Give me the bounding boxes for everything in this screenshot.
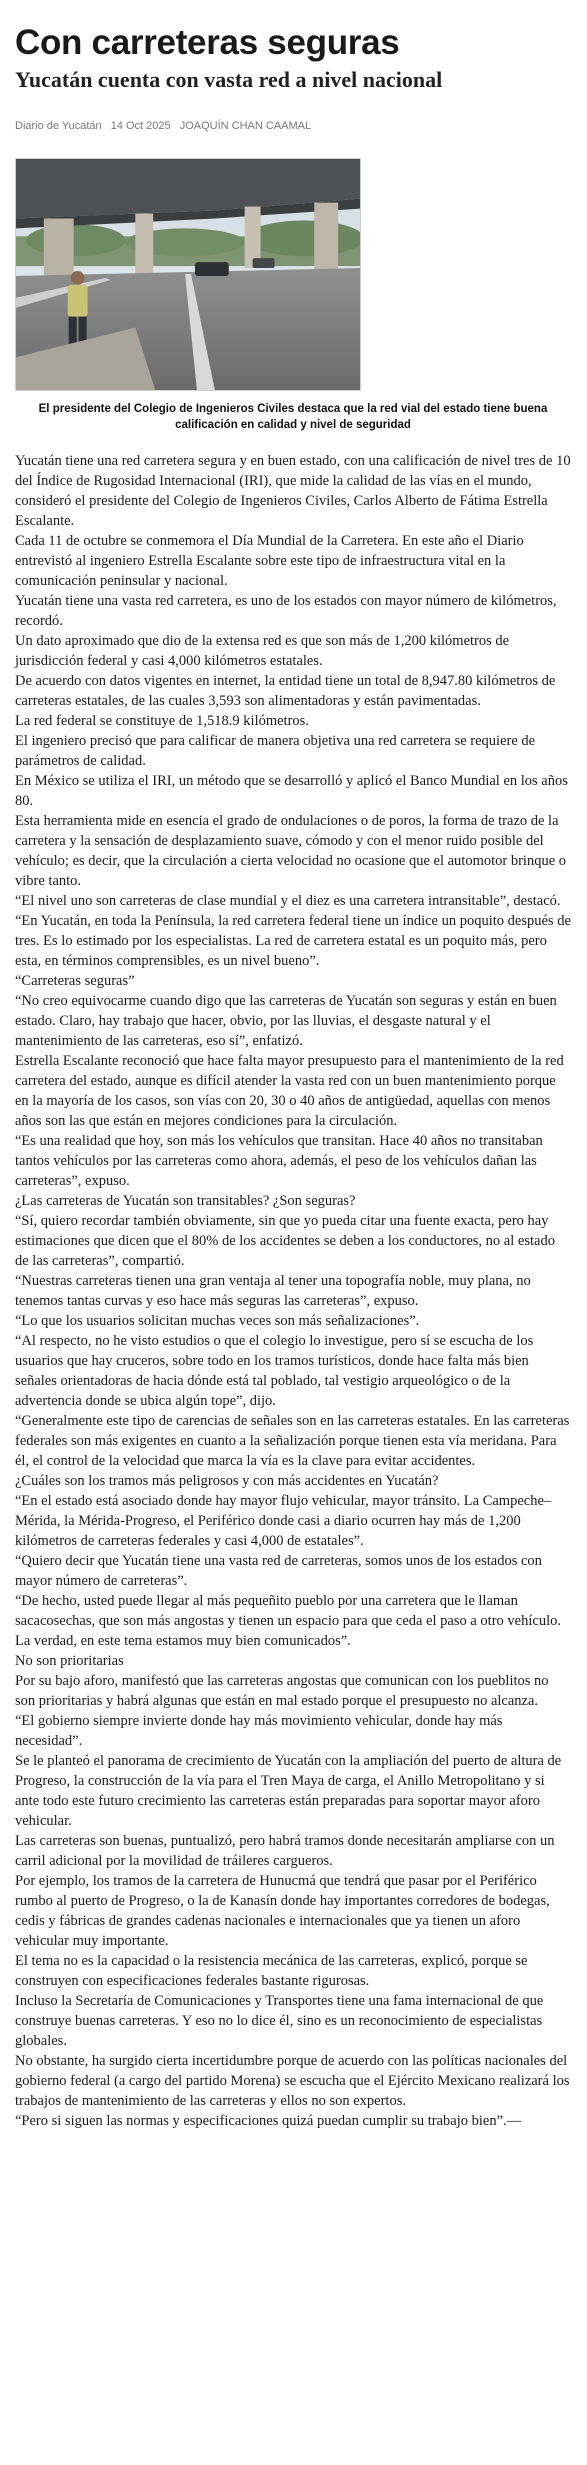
paragraph: “El nivel uno son carreteras de clase mundial y el diez es una carretera intransitable”, destacó. <box>15 893 561 909</box>
paragraph: No son prioritarias <box>15 1653 124 1669</box>
article-meta <box>15 120 571 134</box>
paragraph: “Es una realidad que hoy, son más los vehículos que transitan. Hace 40 años no transitaban tantos vehículos por las carreteras como ahora, además, el peso de los vehículos dañan las carreteras”, expuso. <box>15 1133 543 1189</box>
paragraph: Estrella Escalante reconoció que hace falta mayor presupuesto para el mantenimiento de la red carretera del estado, aunque es difícil atender la vasta red con un buen mantenimiento porque en la mayoría de los casos, son vías con 20, 30 o 40 años de antigüedad, aquellas con menos años son las que están en mejores condiciones para la circulación. <box>15 1053 564 1129</box>
subheadline: Yucatán cuenta con vasta red a nivel nacional <box>15 67 443 92</box>
paragraph: “De hecho, usted puede llegar al más pequeñito pueblo por una carretera que le llaman sacacosechas, que son más angostas y tienen un espacio para que ceda el paso a otro vehículo. La verdad, en este tema estamos muy bien comunicados”. <box>15 1593 561 1649</box>
paragraph: No obstante, ha surgido cierta incertidumbre porque de acuerdo con las políticas nacionales del gobierno federal (a cargo del partido Morena) se escucha que el Ejército Mexicano realizará los trabajos de mantenimiento de las carreteras y ellos no son expertos. <box>15 2053 570 2109</box>
paragraph: El ingeniero precisó que para calificar de manera objetiva una red carretera se requiere de parámetros de calidad. <box>15 733 536 769</box>
paragraph: En México se utiliza el IRI, un método que se desarrolló y aplicó el Banco Mundial en los años 80. <box>15 773 568 809</box>
paragraph: ¿Las carreteras de Yucatán son transitables? ¿Son seguras? <box>15 1193 356 1209</box>
source-name: Diario de Yucatán <box>15 120 102 132</box>
paragraph: Yucatán tiene una vasta red carretera, es uno de los estados con mayor número de kilómetros, recordó. <box>15 593 557 629</box>
paragraph: ¿Cuáles son los tramos más peligrosos y con más accidentes en Yucatán? <box>15 1473 439 1489</box>
paragraph: Se le planteó el panorama de crecimiento de Yucatán con la ampliación del puerto de altura de Progreso, la construcción de la vía para el Tren Maya de carga, el Anillo Metropolitano y si ante todo este futuro crecimiento las carreteras están preparadas para soportar mayor aforo vehicular. <box>15 1753 562 1829</box>
paragraph: La red federal se constituye de 1,518.9 kilómetros. <box>15 713 309 729</box>
paragraph: “Quiero decir que Yucatán tiene una vasta red de carreteras, somos unos de los estados con mayor número de carreteras”. <box>15 1553 542 1589</box>
author-name: JOAQUÍN CHAN CAAMAL <box>179 120 312 132</box>
photo-caption: El presidente del Colegio de Ingenieros Civiles destaca que la red vial del estado tiene buena calificación en calidad y nivel de seguridad <box>38 403 548 431</box>
paragraph: Por su bajo aforo, manifestó que las carreteras angostas que comunican con los pueblitos no son prioritarias y habrá algunas que están en mal estado porque el presupuesto no alcanza. <box>15 1673 549 1709</box>
paragraph: “Lo que los usuarios solicitan muchas veces son más señalizaciones”. <box>15 1313 420 1329</box>
article-body <box>15 451 571 2131</box>
paragraph: “En Yucatán, en toda la Península, la red carretera federal tiene un índice un poquito después de tres. Es lo estimado por los especialistas. La red de carretera estatal es un poquito más, pero esta, en términos comprensibles, es un nivel bueno”. <box>15 913 571 969</box>
paragraph: “Pero si siguen las normas y especificaciones quizá puedan cumplir su trabajo bien”.— <box>15 2113 522 2129</box>
paragraph: Incluso la Secretaría de Comunicaciones y Transportes tiene una fama internacional de que construye buenas carreteras. Y eso no lo dice él, sino es un reconocimiento de especialistas globales. <box>15 1993 544 2049</box>
article-photo <box>15 158 361 391</box>
paragraph: Esta herramienta mide en esencia el grado de ondulaciones o de poros, la forma de trazo de la carretera y la sensación de desplazamiento suave, cómodo y con el menor ruido posible del vehículo; es decir, que la circulación a cierta velocidad no ocasione que el automotor brinque o vibre tanto. <box>15 813 567 889</box>
paragraph: “Carreteras seguras” <box>15 973 135 989</box>
paragraph: “Sí, quiero recordar también obviamente, sin que yo pueda citar una fuente exacta, pero hay estimaciones que dicen que el 80% de los accidentes se deben a los conductores, no al estado de las carreteras”, compartió. <box>15 1213 555 1269</box>
paragraph: “Al respecto, no he visto estudios o que el colegio lo investigue, pero sí se escucha de los usuarios que hay cruceros, sobre todo en los tramos turísticos, donde hace falta más bien señales orientadoras de hacia dónde está tal poblado, tal vestigio arqueológico o de la advertencia donde se ubica algún tope”, dijo. <box>15 1333 534 1409</box>
headline: Con carreteras seguras <box>15 23 400 62</box>
paragraph: “Nuestras carreteras tienen una gran ventaja al tener una topografía noble, muy plana, no tenemos tantas curvas y eso hace más seguras las carreteras”, expuso. <box>15 1273 531 1309</box>
paragraph: “Generalmente este tipo de carencias de señales son en las carreteras estatales. En las carreteras federales son más exigentes en cuanto a la señalización porque tienen esta vía meridana. Para él, el control de la velocidad que marca la vía es la clave para evitar accidentes. <box>15 1413 570 1469</box>
paragraph: De acuerdo con datos vigentes en internet, la entidad tiene un total de 8,947.80 kilómetros de carreteras estatales, de las cuales 3,593 son alimentadoras y están pavimentadas. <box>15 673 556 709</box>
paragraph: Las carreteras son buenas, puntualizó, pero habrá tramos donde necesitarán ampliarse con un carril adicional por la movilidad de tráileres cargueros. <box>15 1833 555 1869</box>
paragraph: El tema no es la capacidad o la resistencia mecánica de las carreteras, explicó, porque se construyen con especificaciones federales bastante rigurosas. <box>15 1953 528 1989</box>
paragraph: “En el estado está asociado donde hay mayor flujo vehicular, mayor tránsito. La Campeche–Mérida, la Mérida-Progreso, el Periférico donde casi a diario ocurren hay más de 1,200 kilómetros de carreteras federales y casi 4,000 de estatales”. <box>15 1493 552 1549</box>
article <box>15 22 571 2131</box>
paragraph: Por ejemplo, los tramos de la carretera de Hunucmá que tendrá que pasar por el Periférico rumbo al puerto de Progreso, o la de Kanasín donde hay importantes corredores de bodegas, cedis y fábricas de grandes cadenas nacionales e internacionales que ya tienen un aforo vehicular muy importante. <box>15 1873 550 1949</box>
paragraph: “El gobierno siempre invierte donde hay más movimiento vehicular, donde hay más necesidad”. <box>15 1713 503 1749</box>
paragraph: Yucatán tiene una red carretera segura y en buen estado, con una calificación de nivel tres de 10 del Índice de Rugosidad Internacional (IRI), que mide la calidad de las vías en el mundo, consideró el presidente del Colegio de Ingenieros Civiles, Carlos Alberto de Fátima Estrella Escalante. <box>15 453 571 529</box>
paragraph: “No creo equivocarme cuando digo que las carreteras de Yucatán son seguras y están en buen estado. Claro, hay trabajo que hacer, obvio, por las lluvias, el desgaste natural y el mantenimiento de las carreteras, eso sí”, enfatizó. <box>15 993 557 1049</box>
paragraph: Cada 11 de octubre se conmemora el Día Mundial de la Carretera. En este año el Diario entrevistó al ingeniero Estrella Escalante sobre este tipo de infraestructura vital en la comunicación peninsular y nacional. <box>15 533 524 589</box>
publish-date: 14 Oct 2025 <box>110 120 171 132</box>
paragraph: Un dato aproximado que dio de la extensa red es que son más de 1,200 kilómetros de jurisdicción federal y casi 4,000 kilómetros estatales. <box>15 633 510 669</box>
